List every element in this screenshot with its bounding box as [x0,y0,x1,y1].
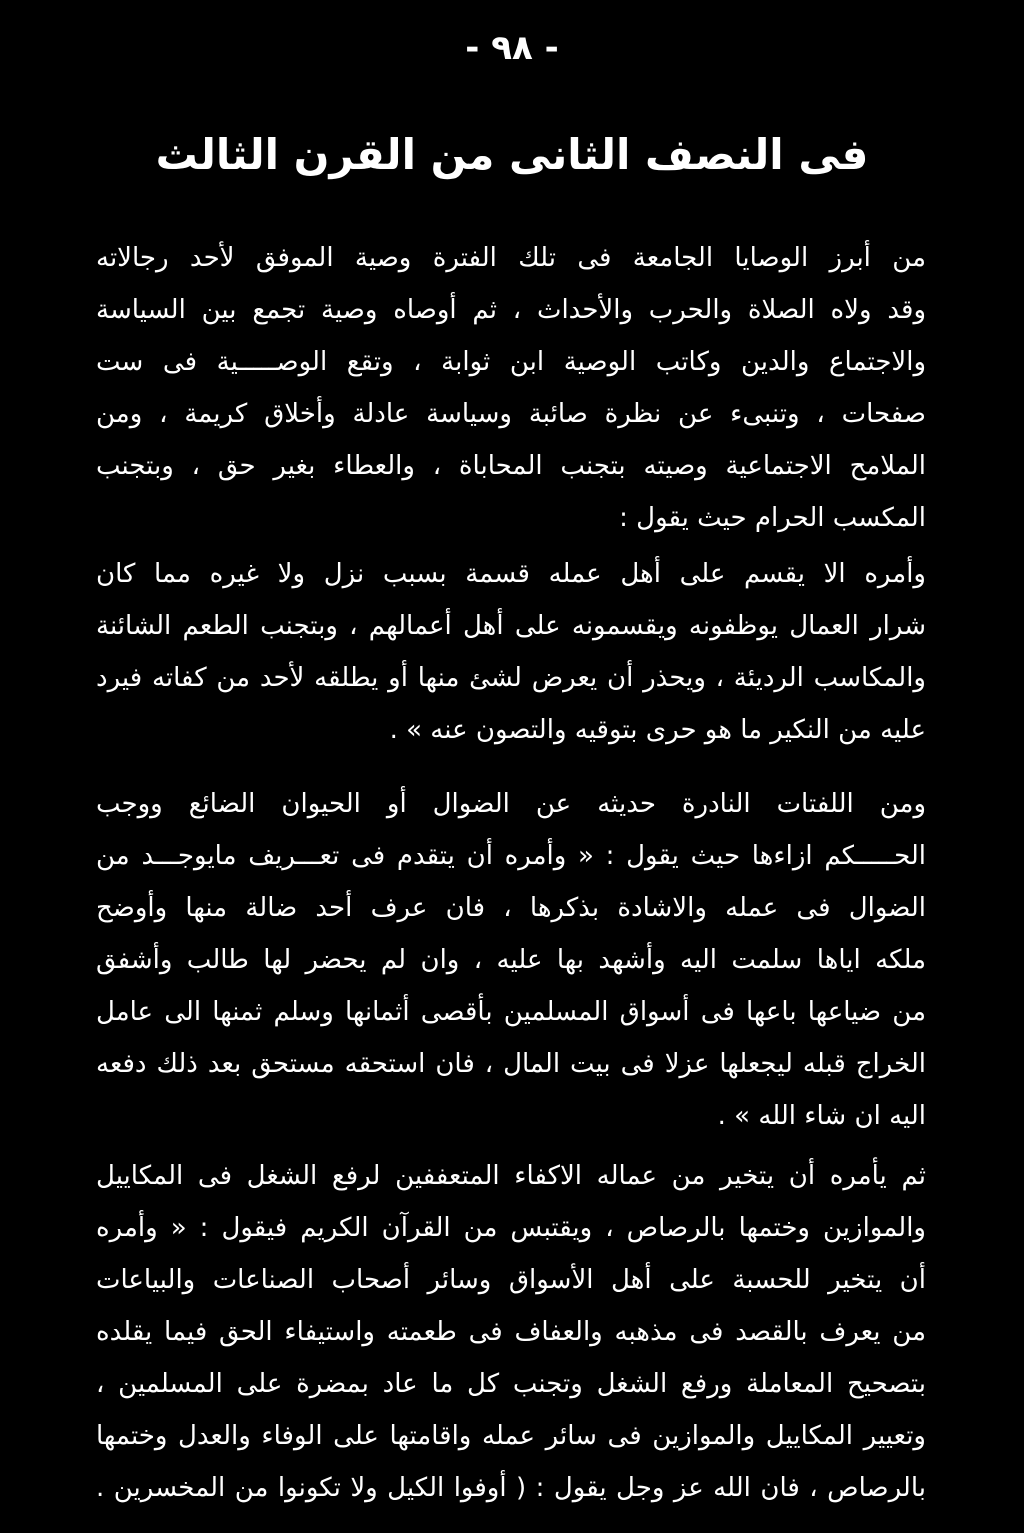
text-line: وقد ولاه الصلاة والحرب والأحداث ، ثم أوصاه وصية تجمع بين السياسة [96,295,926,325]
text-line: ملكه اياها سلمت اليه وأشهد بها عليه ، وان لم يحضر لها طالب وأشفق [96,945,926,975]
paragraph-4 [96,1150,926,1514]
section-heading: فى النصف الثانى من القرن الثالث [155,130,869,179]
paragraph-3 [96,778,926,1142]
text-line: من أبرز الوصايا الجامعة فى تلك الفترة وصية الموفق لأحد رجالاته [96,243,926,273]
text-line: شرار العمال يوظفونه ويقسمونه على أهل أعمالهم ، وبتجنب الطعم الشائنة [96,611,926,641]
text-line: صفحات ، وتنبىء عن نظرة صائبة وسياسة عادلة وأخلاق كريمة ، ومن [96,399,926,429]
text-line: اليه ان شاء الله » . [717,1101,926,1131]
paragraph-1 [96,232,926,544]
text-line: أن يتخير للحسبة على أهل الأسواق وسائر أصحاب الصناعات والبياعات [96,1265,926,1295]
text-line: وتعيير المكاييل والموازين فى سائر عمله واقامتها على الوفاء والعدل وختمها [96,1421,926,1451]
text-line: والموازين وختمها بالرصاص ، ويقتبس من القرآن الكريم فيقول : « وأمره [96,1213,926,1243]
text-line: الضوال فى عمله والاشادة بذكرها ، فان عرف أحد ضالة منها وأوضح [96,893,926,923]
text-line: الحـــــكم ازاءها حيث يقول : « وأمره أن يتقدم فى تعـــريف مايوجـــد من [96,841,926,871]
text-line: بتصحيح المعاملة ورفع الشغل وتجنب كل ما عاد بمضرة على المسلمين ، [96,1369,926,1399]
text-line: الملامح الاجتماعية وصيته بتجنب المحاباة ، والعطاء بغير حق ، وبتجنب [96,451,926,481]
text-line: والمكاسب الرديئة ، ويحذر أن يعرض لشئ منها أو يطلقه لأحد من كفاته فيرد [96,663,926,693]
text-line: والاجتماع والدين وكاتب الوصية ابن ثوابة ، وتقع الوصـــــية فى ست [96,347,926,377]
paragraph-2 [96,548,926,756]
text-line: وأمره الا يقسم على أهل عمله قسمة بسبب نزل ولا غيره مما كان [96,559,926,589]
text-line: المكسب الحرام حيث يقول : [619,503,926,533]
page-number: - ٩٨ - [465,28,559,68]
text-line: ومن اللفتات النادرة حديثه عن الضوال أو الحيوان الضائع ووجب [96,789,926,819]
text-line: ثم يأمره أن يتخير من عماله الاكفاء المتعففين لرفع الشغل فى المكاييل [96,1161,926,1191]
text-line: من يعرف بالقصد فى مذهبه والعفاف فى طعمته واستيفاء الحق فيما يقلده [96,1317,926,1347]
text-line: الخراج قبله ليجعلها عزلا فى بيت المال ، فان استحقه مستحق بعد ذلك دفعه [96,1049,926,1079]
text-line: من ضياعها باعها فى أسواق المسلمين بأقصى أثمانها وسلم ثمنها الى عامل [96,997,926,1027]
text-line: بالرصاص ، فان الله عز وجل يقول : ( أوفوا الكيل ولا تكونوا من المخسرين . [96,1473,926,1503]
text-line: عليه من النكير ما هو حرى بتوقيه والتصون عنه » . [389,715,926,745]
